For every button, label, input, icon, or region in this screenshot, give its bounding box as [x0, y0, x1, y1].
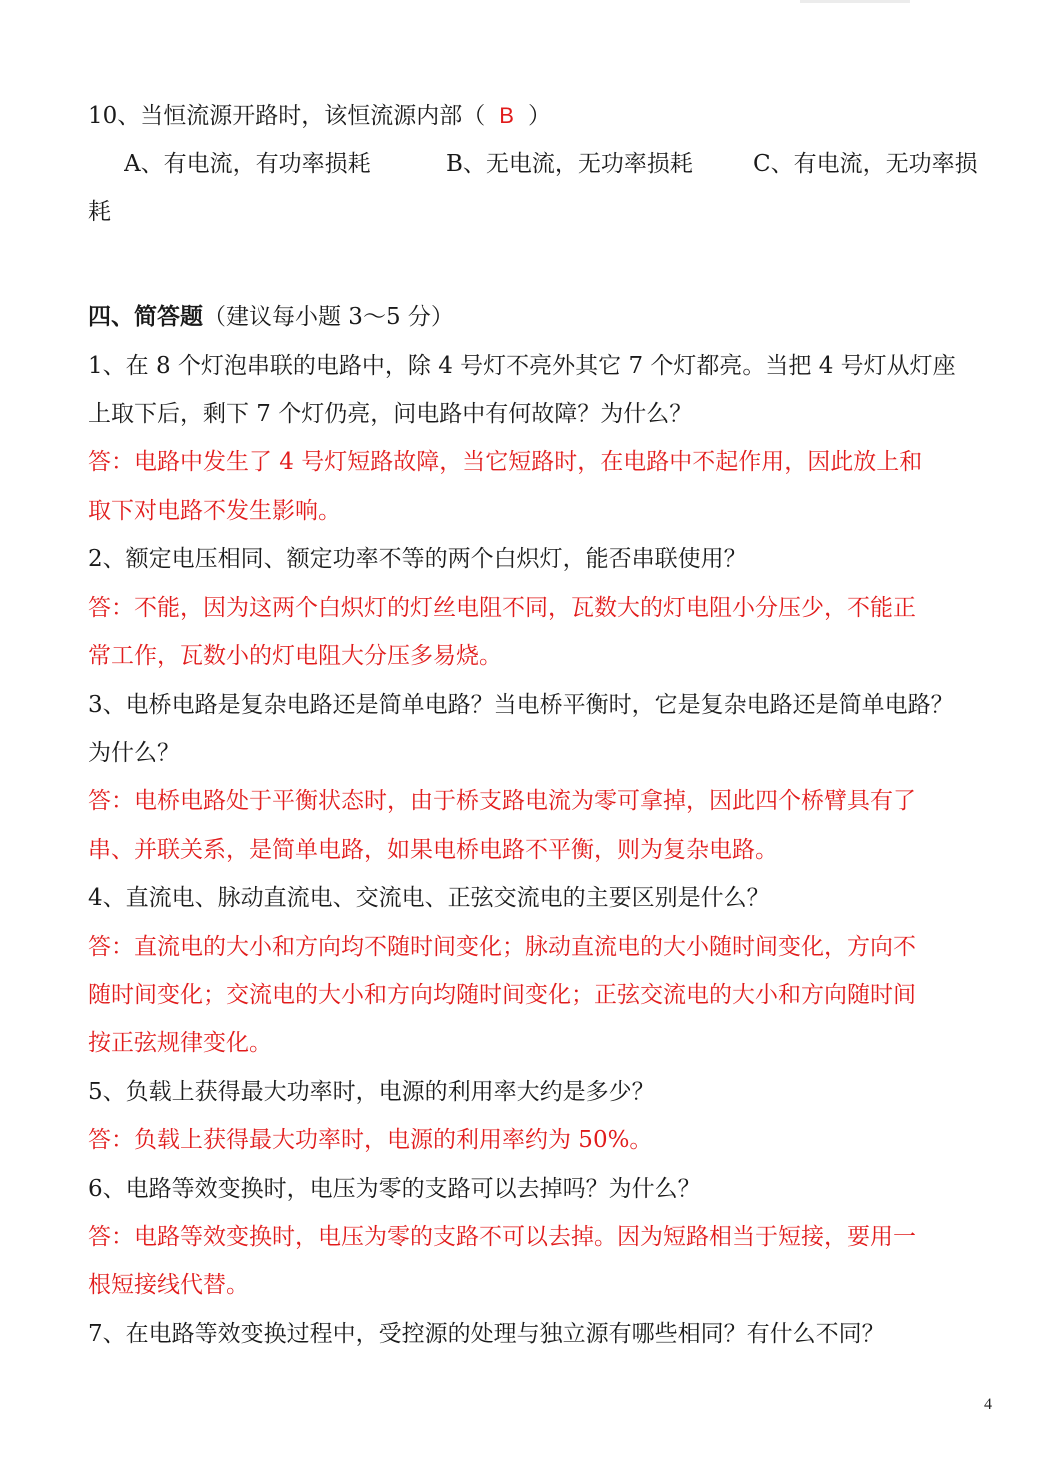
answer-line: 常工作，瓦数小的灯电阻大分压多易烧。: [88, 643, 502, 669]
question-10-close: ）: [527, 103, 551, 129]
question-10-options: [124, 149, 998, 179]
question-line: 上取下后，剩下 7 个灯仍亮，问电路中有何故障？为什么？: [88, 401, 693, 427]
answer-line: 答：电路中发生了 4 号灯短路故障，当它短路时，在电路中不起作用，因此放上和: [88, 449, 923, 475]
question-line: 3、电桥电路是复杂电路还是简单电路？当电桥平衡时，它是复杂电路还是简单电路？: [88, 692, 954, 718]
answer-line: 答：电路等效变换时，电压为零的支路不可以去掉。因为短路相当于短接，要用一: [88, 1224, 916, 1250]
question-line: 为什么？: [88, 740, 180, 766]
section-title: 四、简答题: [88, 303, 203, 330]
answer-line: 答：不能，因为这两个白炽灯的灯丝电阻不同，瓦数大的灯电阻小分压少，不能正: [88, 595, 916, 621]
question-10: [88, 101, 998, 131]
question-line: 4、直流电、脉动直流电、交流电、正弦交流电的主要区别是什么？: [88, 885, 770, 911]
question-10-answer: B: [499, 103, 514, 128]
question-line: 7、在电路等效变换过程中，受控源的处理与独立源有哪些相同？有什么不同？: [88, 1321, 885, 1347]
answer-line: 按正弦规律变化。: [88, 1030, 272, 1056]
section-heading: [88, 302, 998, 332]
question-line: 2、额定电压相同、额定功率不等的两个白炽灯，能否串联使用？: [88, 546, 747, 572]
question-10-text: 10、当恒流源开路时，该恒流源内部（: [88, 103, 486, 129]
answer-line: 答：负载上获得最大功率时，电源的利用率约为 50%。: [88, 1127, 653, 1153]
answer-line: 取下对电路不发生影响。: [88, 498, 341, 524]
answer-line: 串、并联关系，是简单电路，如果电桥电路不平衡，则为复杂电路。: [88, 837, 778, 863]
option-a: A、有电流，有功率损耗: [124, 151, 371, 177]
answer-line: 答：直流电的大小和方向均不随时间变化；脉动直流电的大小随时间变化，方向不: [88, 934, 916, 960]
answer-line: 答：电桥电路处于平衡状态时，由于桥支路电流为零可拿掉，因此四个桥臂具有了: [88, 788, 916, 814]
section-note: （建议每小题 3～5 分）: [203, 304, 454, 330]
question-line: 5、负载上获得最大功率时，电源的利用率大约是多少？: [88, 1079, 655, 1105]
answer-line: 根短接线代替。: [88, 1272, 249, 1298]
option-c: C、有电流，无功率损: [753, 151, 978, 177]
question-line: 1、在 8 个灯泡串联的电路中，除 4 号灯不亮外其它 7 个灯都亮。当把 4 号灯从灯座: [88, 353, 956, 379]
answer-line: 随时间变化；交流电的大小和方向均随时间变化；正弦交流电的大小和方向随时间: [88, 982, 916, 1008]
page-number: 4: [984, 1396, 992, 1413]
question-line: 6、电路等效变换时，电压为零的支路可以去掉吗？为什么？: [88, 1176, 701, 1202]
scan-mark: [800, 0, 910, 3]
option-c-continued: 耗: [88, 199, 111, 225]
option-b: B、无电流，无功率损耗: [446, 151, 693, 177]
